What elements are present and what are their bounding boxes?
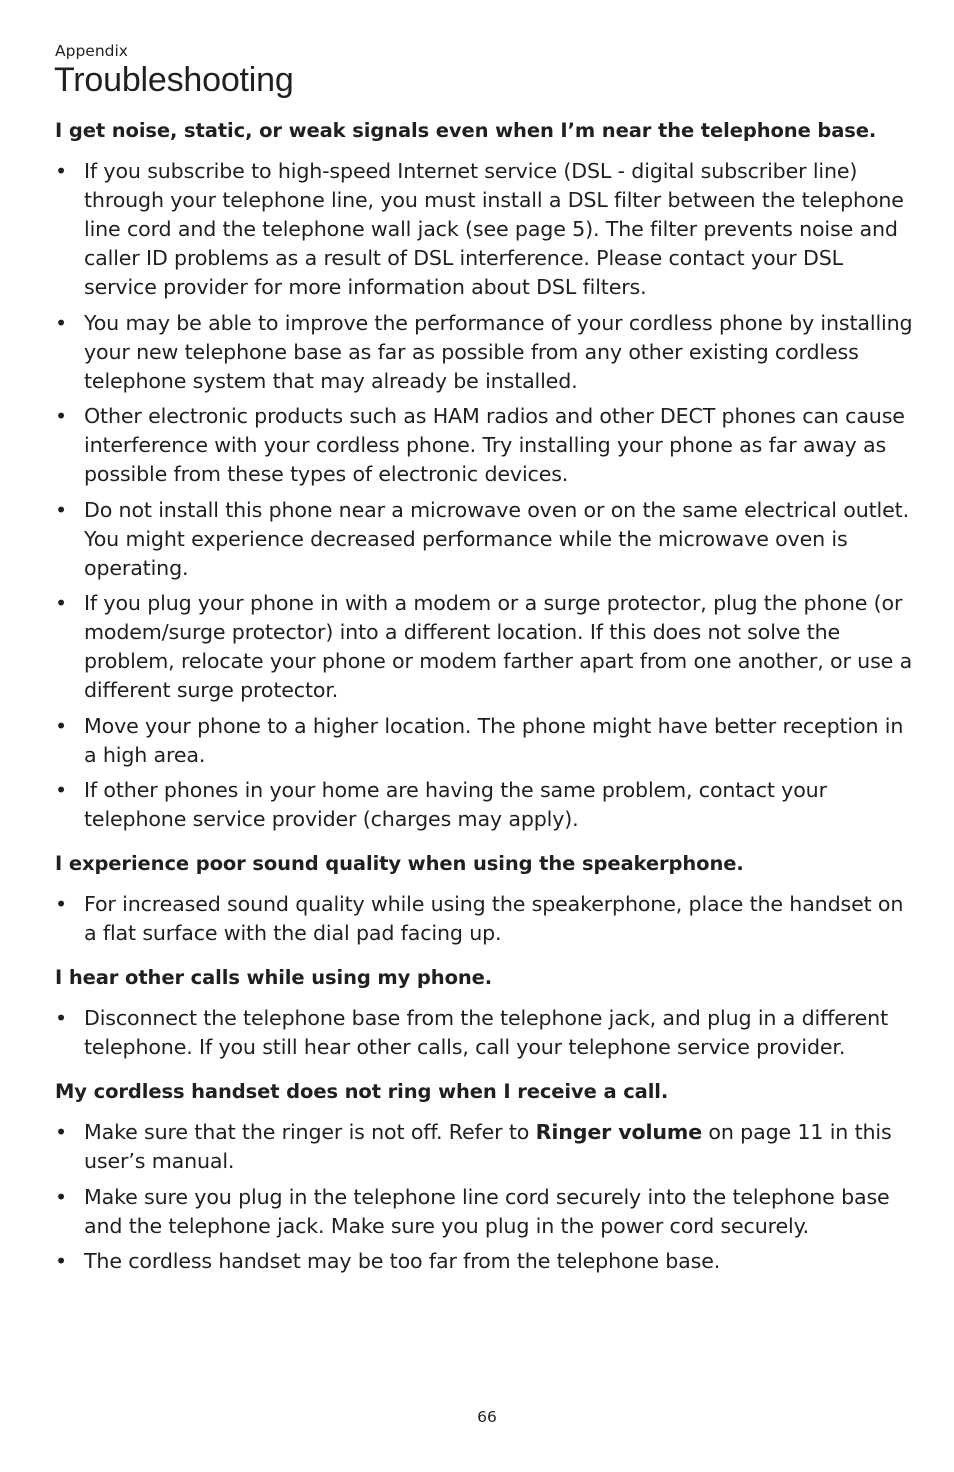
ringer-volume-reference: Ringer volume xyxy=(535,1120,703,1144)
answer-item xyxy=(55,1183,915,1241)
answer-item xyxy=(55,1118,915,1176)
answer-item xyxy=(55,890,915,948)
bullet-icon: • xyxy=(55,1006,67,1030)
page-number: 66 xyxy=(477,1408,497,1426)
answer-text: Other electronic products such as HAM radios and other DECT phones can cause interference with your cordless phone. Try installing your phone as far away as possible from these types of electronic devices. xyxy=(84,404,905,486)
answer-list xyxy=(55,1004,915,1062)
topic-handset-no-ring xyxy=(55,1076,915,1276)
answer-text: Move your phone to a higher location. The phone might have better reception in a high area. xyxy=(84,713,904,767)
bullet-icon: • xyxy=(55,159,67,183)
bullet-icon: • xyxy=(55,310,67,335)
answer-item xyxy=(55,309,915,396)
answer-text: If other phones in your home are having the same problem, contact your telephone service provider (charges may apply). xyxy=(84,778,827,831)
answer-text: For increased sound quality while using the speakerphone, place the handset on a flat surface with the dial pad facing up. xyxy=(84,892,904,945)
answer-text-before: Make sure that the ringer is not off. Refer to xyxy=(84,1120,536,1144)
answer-item xyxy=(55,776,915,834)
page-title: Troubleshooting xyxy=(54,61,294,99)
topic-speakerphone-quality xyxy=(55,848,915,948)
answer-item xyxy=(55,589,915,705)
bullet-icon: • xyxy=(55,892,67,916)
answer-text: The cordless handset may be too far from the telephone base. xyxy=(84,1249,721,1273)
answer-item xyxy=(55,1004,915,1062)
bullet-icon: • xyxy=(55,497,67,522)
bullet-icon: • xyxy=(55,713,67,738)
topic-other-calls xyxy=(55,962,915,1062)
troubleshooting-content xyxy=(55,115,915,1290)
bullet-icon: • xyxy=(55,1120,67,1144)
topic-question: I hear other calls while using my phone. xyxy=(55,966,493,989)
answer-text-after: on page 11 in this user’s manual. xyxy=(84,1120,892,1173)
answer-text: If you plug your phone in with a modem or a surge protector, plug the phone (or modem/surge protector) into a different location. If this does not solve the problem, relocate your phone or modem farther apart from one another, or use a different surge protector. xyxy=(84,591,913,702)
bullet-icon: • xyxy=(55,1249,67,1273)
answer-text xyxy=(84,1120,892,1173)
topic-noise-static xyxy=(55,115,915,834)
bullet-icon: • xyxy=(55,1184,67,1209)
answer-list xyxy=(55,1118,915,1276)
answer-item xyxy=(55,157,915,302)
section-label: Appendix xyxy=(55,42,128,60)
topic-question: My cordless handset does not ring when I receive a call. xyxy=(55,1080,669,1103)
answer-list xyxy=(55,890,915,948)
answer-text: Make sure you plug in the telephone line cord securely into the telephone base and the telephone jack. Make sure you plug in the power cord securely. xyxy=(84,1184,890,1238)
answer-text: If you subscribe to high-speed Internet service (DSL - digital subscriber line) through your telephone line, you must install a DSL filter between the telephone line cord and the telephone wall jack (see page 5). The filter prevents noise and caller ID problems as a result of DSL interference. Please contact your DSL service provider for more information about DSL filters. xyxy=(84,159,904,299)
answer-item xyxy=(55,712,915,770)
answer-text: Do not install this phone near a microwave oven or on the same electrical outlet. You might experience decreased performance while the microwave oven is operating. xyxy=(84,497,909,580)
answer-list xyxy=(55,157,915,834)
bullet-icon: • xyxy=(55,591,67,615)
topic-question: I experience poor sound quality when using the speakerphone. xyxy=(55,852,744,875)
answer-text: You may be able to improve the performance of your cordless phone by installing your new telephone base as far as possible from any other existing cordless telephone system that may already be installed. xyxy=(84,310,913,393)
answer-item xyxy=(55,1247,915,1276)
bullet-icon: • xyxy=(55,778,67,802)
answer-item xyxy=(55,496,915,583)
answer-text: Disconnect the telephone base from the telephone jack, and plug in a different telephone. If you still hear other calls, call your telephone service provider. xyxy=(84,1006,888,1059)
bullet-icon: • xyxy=(55,404,67,428)
answer-item xyxy=(55,402,915,489)
topic-question: I get noise, static, or weak signals even when I’m near the telephone base. xyxy=(55,119,877,142)
